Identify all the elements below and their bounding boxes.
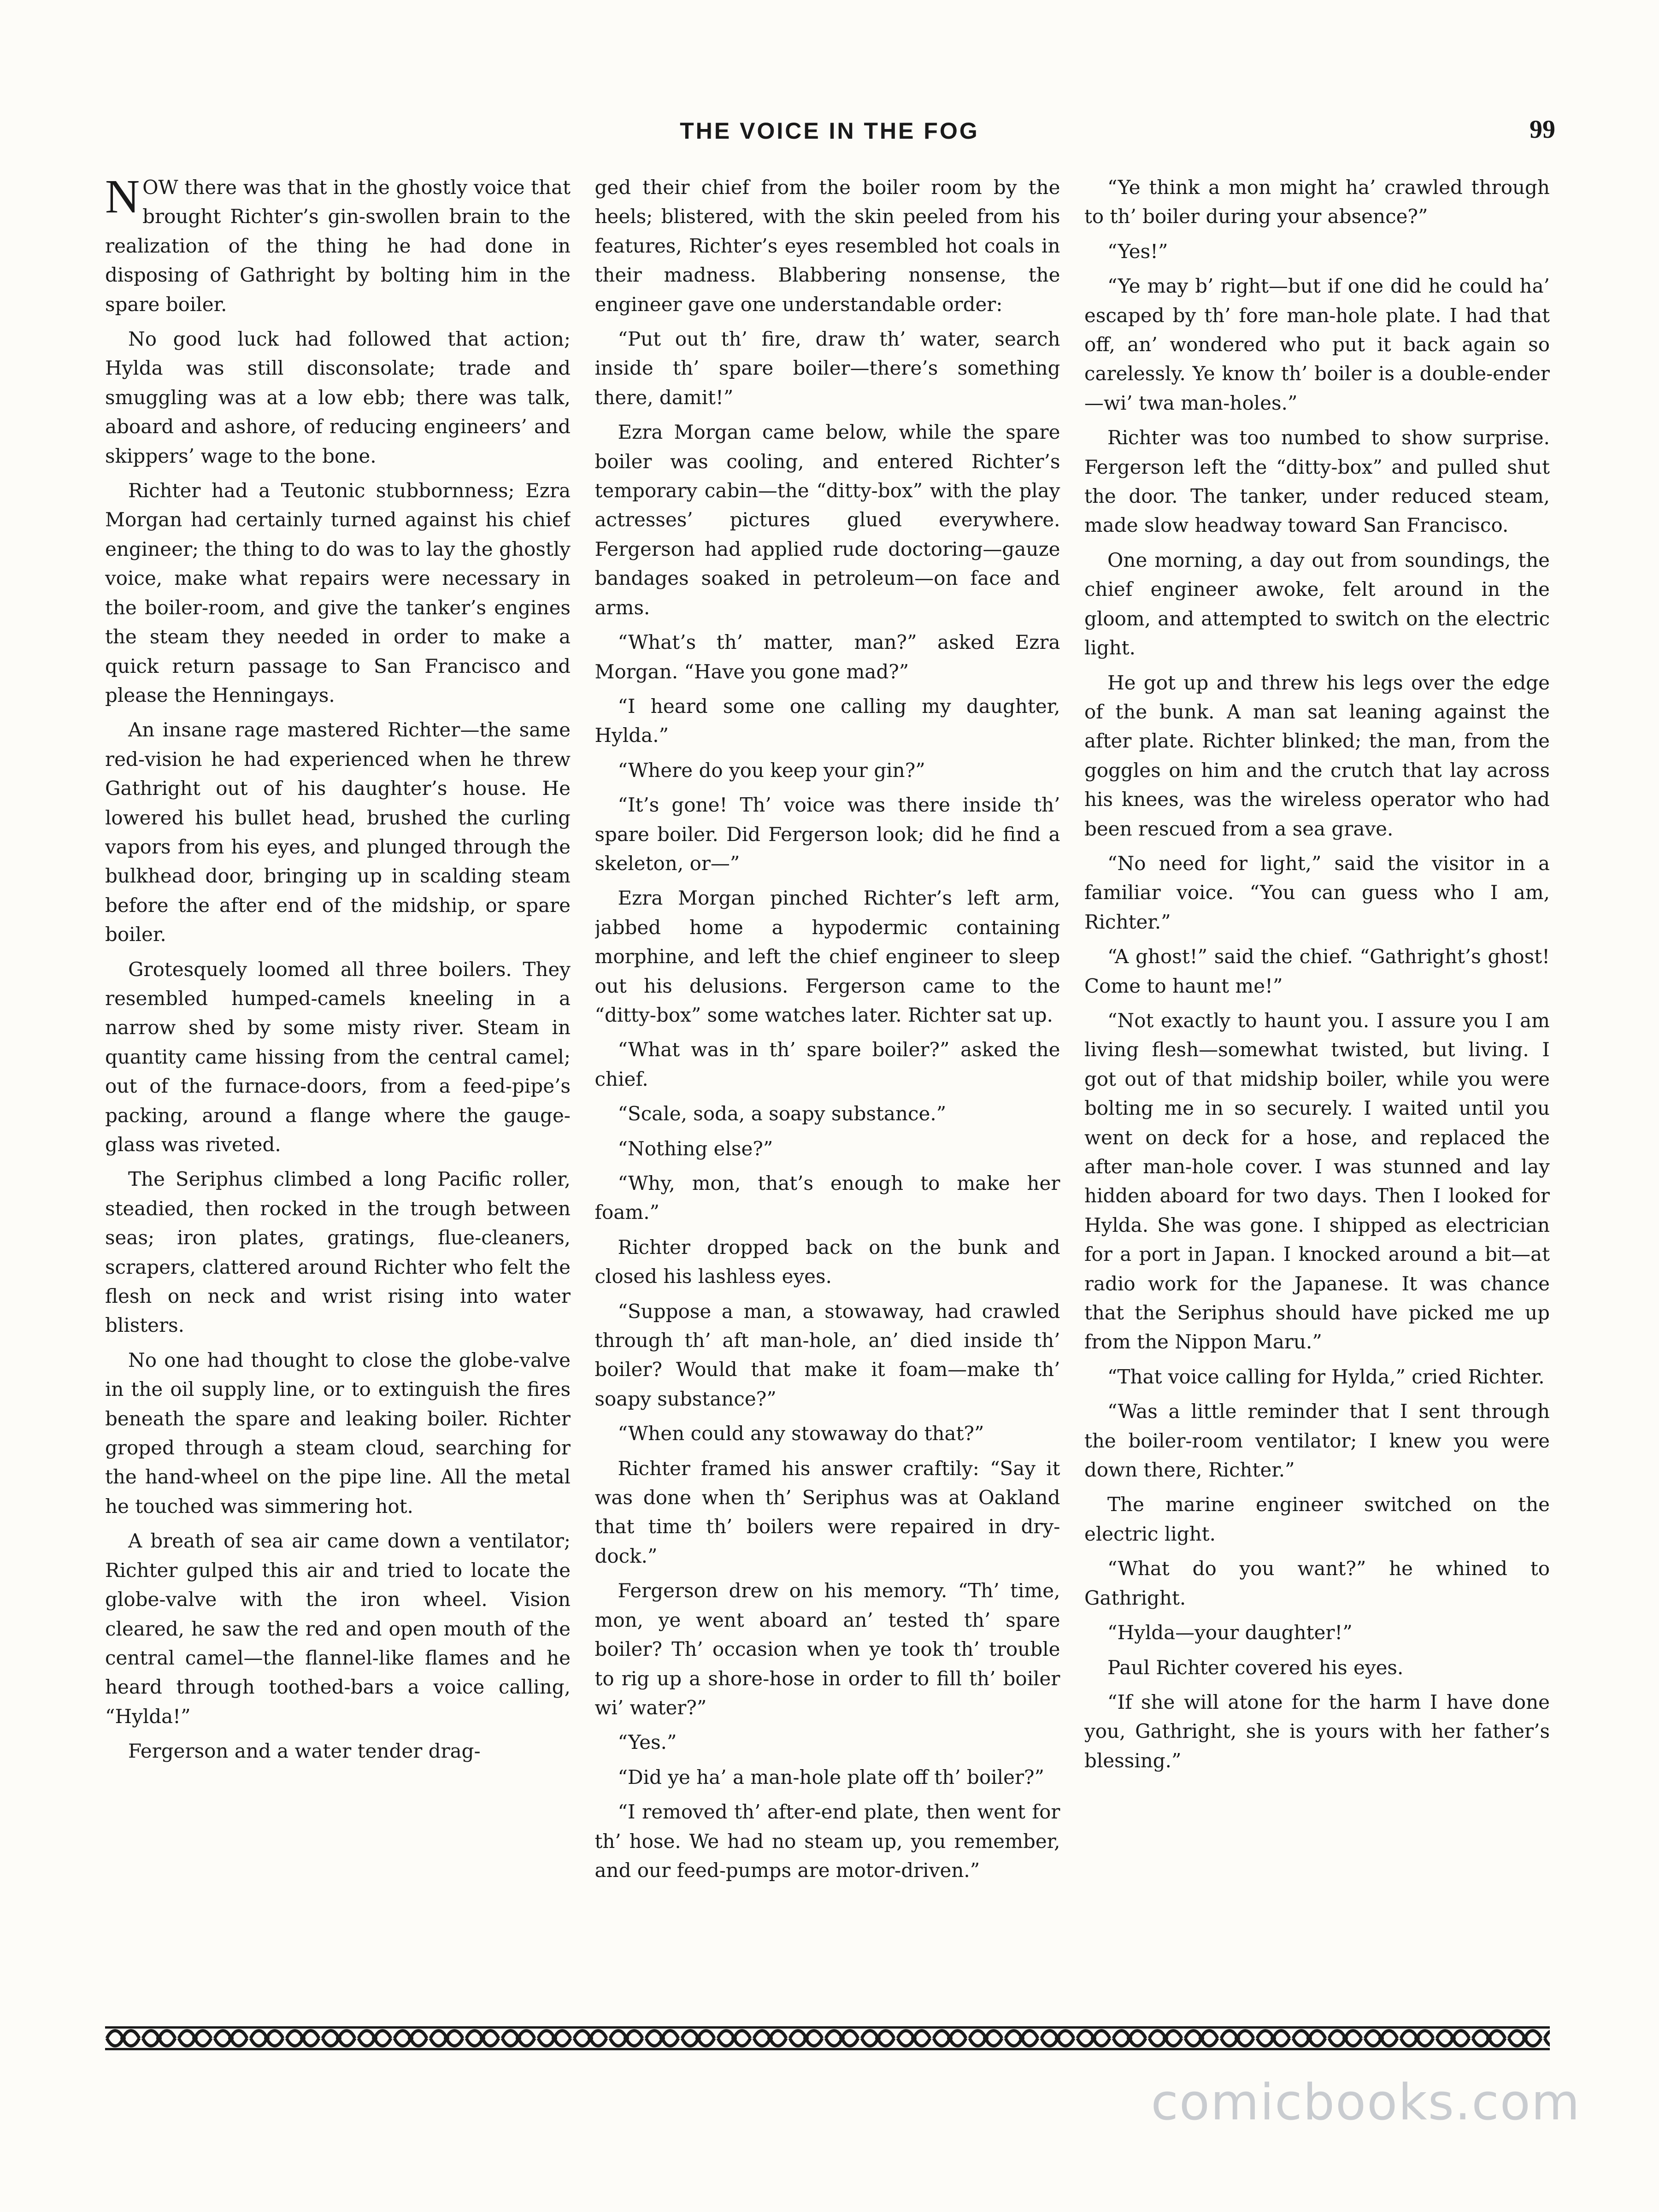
col2-paragraph: “Did ye ha’ a man-hole plate off th’ boiler?” <box>618 1765 1045 1788</box>
col3-paragraph: Paul Richter covered his eyes. <box>1107 1656 1404 1679</box>
col3-paragraph: “If she will atone for the harm I have done you, Gathright, she is yours with her father’s blessing.” <box>1084 1690 1550 1772</box>
col3-paragraph: Richter was too numbed to show surprise. Fergerson left the “ditty-box” and pulled shut the door. The tanker, under reduced steam, made slow headway toward San Francisco. <box>1084 426 1550 537</box>
col3-paragraph: “A ghost!” said the chief. “Gathright’s ghost! Come to haunt me!” <box>1084 945 1550 997</box>
col2-paragraph: Ezra Morgan pinched Richter’s left arm, jabbed home a hypodermic containing morphine, and left the chief engineer to sleep out his delusions. Fergerson came to the “ditty-box” some watches later. Richter sat up. <box>594 887 1060 1026</box>
opening-word: OW <box>142 176 178 199</box>
col3-paragraph: “Ye may b’ right—but if one did he could ha’ escaped by th’ fore man-hole plate. I had that off, an’ wondered who put it back again so carelessly. Ye know th’ boiler is a double-ender—wi’ twa man-holes.” <box>1084 275 1550 414</box>
col2-paragraph: ged their chief from the boiler room by the heels; blistered, with the skin peeled from his features, Richter’s eyes resembled hot coals in their madness. Blabbering nonsense, the engineer gave one understandable order: <box>594 176 1060 316</box>
col3-paragraph: One morning, a day out from soundings, the chief engineer awoke, felt around in the gloom, and attempted to switch on the electric light. <box>1084 548 1550 659</box>
col3-paragraph: “Yes!” <box>1107 240 1168 263</box>
page-title: THE VOICE IN THE FOG <box>680 118 979 144</box>
col1-paragraph: The Seriphus climbed a long Pacific roller, steadied, then rocked in the trough between seas; iron plates, gratings, flue-cleaners, scrapers, clattered around Richter who felt the flesh on neck and wrist rising into water blisters. <box>105 1168 571 1337</box>
col1-paragraph: Richter had a Teutonic stubbornness; Ezra Morgan had certainly turned against his chief engineer; the thing to do was to lay the ghostly voice, make what repairs were necessary in the boiler-room, and give the tanker’s engines the steam they needed in order to make a quick return passage to San Francisco and please the Henningays. <box>105 479 571 706</box>
col2-paragraph: “I heard some one calling my daughter, Hylda.” <box>594 694 1060 747</box>
col2-paragraph: “I removed th’ after-end plate, then went for th’ hose. We had no steam up, you remember, and our feed-pumps are motor-driven.” <box>594 1800 1060 1882</box>
col2-paragraph: Richter dropped back on the bunk and closed his lashless eyes. <box>594 1235 1060 1288</box>
col2-paragraph: “Nothing else?” <box>618 1137 773 1160</box>
col2-paragraph: “What was in th’ spare boiler?” asked the chief. <box>594 1038 1060 1090</box>
col2-paragraph: Fergerson drew on his memory. “Th’ time, mon, ye went aboard an’ tested th’ spare boiler? Th’ occasion when ye took th’ trouble to rig up a shore-hose in order to fill th’ boiler wi’ water?” <box>594 1579 1060 1719</box>
col3-paragraph: “Not exactly to haunt you. I assure you I am living flesh—somewhat twisted, but living. I got out of that midship boiler, while you were bolting me in so securely. I waited until you went on deck for a hose, and replaced the after man-hole cover. I was stunned and lay hidden aboard for two days. Then I looked for Hylda. She was gone. I shipped as electrician for a port in Japan. I knocked around a bit—at radio work for the Japanese. It was chance that the Seriphus should have picked me up from the Nippon Maru.” <box>1084 1009 1550 1353</box>
col3-paragraph: “No need for light,” said the visitor in a familiar voice. “You can guess who I am, Richter.” <box>1084 852 1550 933</box>
column-2 <box>595 173 1060 1924</box>
col1-paragraph: No one had thought to close the globe-valve in the oil supply line, or to extinguish the fires beneath the spare and leaking boiler. Richter groped through a steam cloud, searching for the hand-wheel on the pipe line. All the metal he touched was simmering hot. <box>105 1348 571 1518</box>
col1-paragraph: An insane rage mastered Richter—the same red-vision he had experienced when he threw Gathright out of his daughter’s house. He lowered his bullet head, brushed the curling vapors from his eyes, and plunged through the bulkhead door, bringing up in scalding steam before the after end of the midship, or spare boiler. <box>105 718 571 946</box>
watermark: comicbooks.com <box>1151 2074 1581 2131</box>
opening-paragraph <box>105 173 571 319</box>
col3-paragraph: “Hylda—your daughter!” <box>1107 1621 1353 1644</box>
column-1 <box>105 173 571 1924</box>
col2-paragraph: “When could any stowaway do that?” <box>618 1422 984 1445</box>
drop-cap: N <box>105 173 140 223</box>
running-header <box>104 115 1555 154</box>
col2-paragraph: Richter framed his answer craftily: “Say it was done when th’ Seriphus was at Oakland that time th’ boilers were repaired in dry-dock.” <box>594 1457 1060 1567</box>
opening-text: there was that in the ghostly voice that brought Richter’s gin-swollen brain to the realization of the thing he had done in disposing of Gathright by bolting him in the spare boiler. <box>105 176 571 316</box>
col3-paragraph: “That voice calling for Hylda,” cried Richter. <box>1107 1365 1545 1388</box>
col2-paragraph: “Suppose a man, a stowaway, had crawled through th’ aft man-hole, an’ died inside th’ boiler? Would that make it foam—make th’ soapy substance?” <box>594 1300 1060 1410</box>
col3-paragraph: The marine engineer switched on the electric light. <box>1084 1493 1550 1545</box>
story-columns <box>105 173 1550 1924</box>
col2-paragraph: “Yes.” <box>618 1731 677 1754</box>
col1-paragraph: No good luck had followed that action; Hylda was still disconsolate; trade and smuggling was at a low ebb; there was talk, aboard and ashore, of reducing engineers’ and skippers’ wage to the bone. <box>105 328 571 467</box>
col2-paragraph: “Scale, soda, a soapy substance.” <box>618 1102 947 1125</box>
decorative-border-ornament <box>105 2025 1550 2051</box>
col1-paragraph: A breath of sea air came down a ventilator; Richter gulped this air and tried to locate the globe-valve with the iron wheel. Vision cleared, he saw the red and open mouth of the central camel—the flannel-like flames and he heard through toothed-bars a voice calling, “Hylda!” <box>105 1530 571 1728</box>
column-3 <box>1084 173 1550 1924</box>
col3-paragraph: “Ye think a mon might ha’ crawled through to th’ boiler during your absence?” <box>1084 176 1550 228</box>
col2-paragraph: “It’s gone! Th’ voice was there inside th’ spare boiler. Did Fergerson look; did he find a skeleton, or—” <box>594 794 1060 875</box>
col2-paragraph: “What’s th’ matter, man?” asked Ezra Morgan. “Have you gone mad?” <box>594 631 1060 683</box>
col2-paragraph: “Why, mon, that’s enough to make her foam.” <box>594 1172 1060 1224</box>
col1-paragraph: Grotesquely loomed all three boilers. They resembled humped-camels kneeling in a narrow shed by some misty river. Steam in quantity came hissing from the central camel; out of the furnace-doors, from a feed-pipe’s packing, around a flange where the gauge-glass was riveted. <box>105 958 571 1156</box>
page-number: 99 <box>1530 115 1555 144</box>
col3-paragraph: “What do you want?” he whined to Gathright. <box>1084 1557 1550 1609</box>
col2-paragraph: “Where do you keep your gin?” <box>618 759 925 782</box>
col2-paragraph: Ezra Morgan came below, while the spare boiler was cooling, and entered Richter’s temporary cabin—the “ditty-box” with the play actresses’ pictures glued everywhere. Fergerson had applied rude doctoring—gauze bandages soaked in petroleum—on face and arms. <box>594 421 1060 619</box>
col1-paragraph: Fergerson and a water tender drag- <box>128 1740 481 1763</box>
col2-paragraph: “Put out th’ fire, draw th’ water, search inside th’ spare boiler—there’s something there, damit!” <box>594 328 1060 409</box>
col3-paragraph: “Was a little reminder that I sent through the boiler-room ventilator; I knew you were down there, Richter.” <box>1084 1400 1550 1482</box>
col3-paragraph: He got up and threw his legs over the edge of the bunk. A man sat leaning against the after plate. Richter blinked; the man, from the goggles on him and the crutch that lay across his knees, was the wireless operator who had been rescued from a sea grave. <box>1084 671 1550 840</box>
